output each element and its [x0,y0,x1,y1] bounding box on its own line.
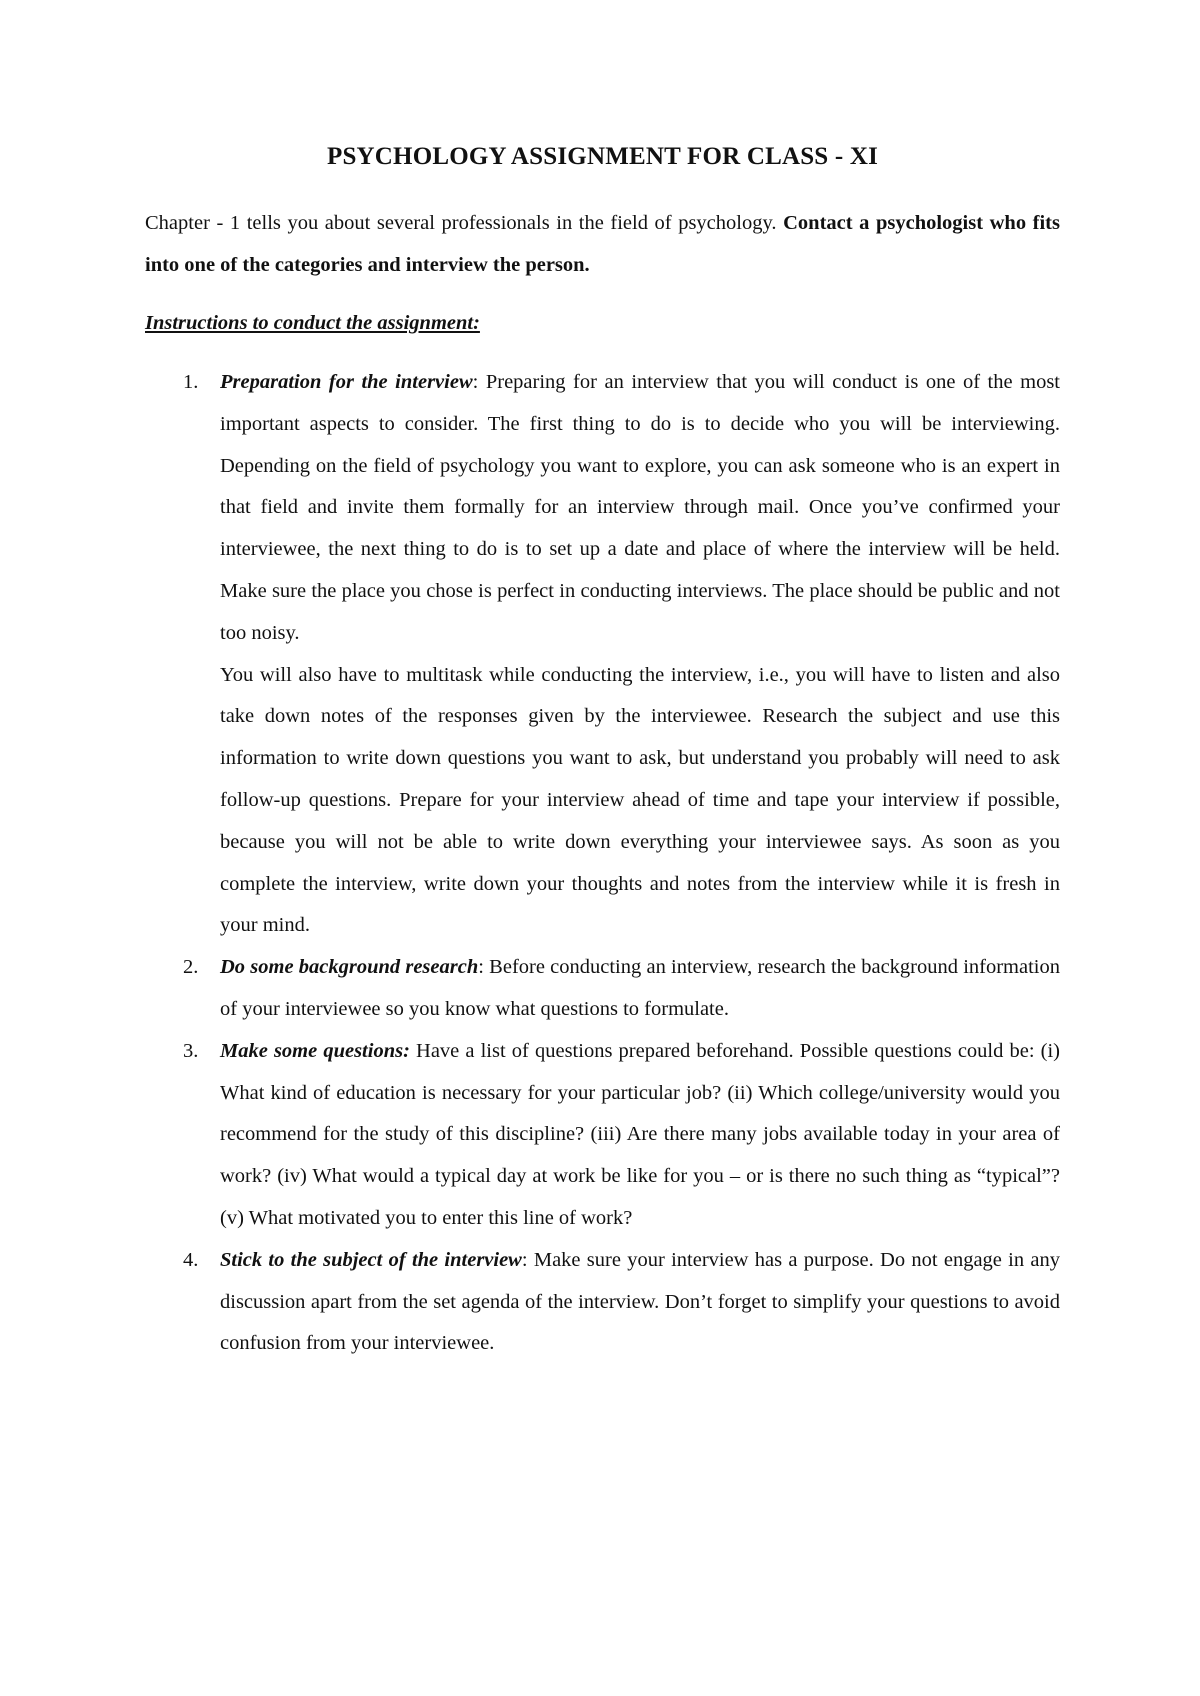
document-page [145,140,1060,1365]
list-item-body: Preparing for an interview that you will conduct is one of the most important aspects to consider. The first thing to do is to decide who you will be interviewing. Depending on the field of psychology you want to explore, you can ask someone who is an expert in that field and invite them formally for an interview through mail. Once you’ve confirmed your interviewee, the next thing to do is to set up a date and place of where the interview will be held. Make sure the place you chose is perfect in conducting interviews. The place should be public and not too noisy. [220,371,1060,644]
intro-bold-text: Contact a psychologist who fits into one of the categories and interview the person. [145,212,1060,276]
list-item-lead: Preparation for the interview [220,371,473,393]
list-item [145,947,1060,1031]
intro-text: Chapter - 1 tells you about several professionals in the field of psychology. [145,212,777,234]
list-item-separator: : [478,956,490,979]
list-item-text [220,947,1060,1031]
list-item-lead: Stick to the subject of the interview [220,1248,522,1271]
list-item-lead: Make some questions: [220,1039,410,1062]
list-item-number: 4. [183,1248,199,1271]
list-item-text [220,1240,1060,1365]
intro-paragraph [145,202,1060,286]
document-title: PSYCHOLOGY ASSIGNMENT FOR CLASS - XI [326,143,879,170]
list-item [145,1031,1060,1240]
list-item-body: Make sure your interview has a purpose. Do not engage in any discussion apart from the set agenda of the interview. Don’t forget to simplify your questions to avoid confusion from your interviewee. [220,1248,1060,1355]
list-item [145,1240,1060,1365]
list-item-continuation: You will also have to multitask while conducting the interview, i.e., you will have to listen and also take down notes of the responses given by the interviewee. Research the subject and use this information to write down questions you want to ask, but understand you probably will need to ask follow-up questions. Prepare for your interview ahead of time and tape your interview if possible, because you will not be able to write down everything your interviewee says. As soon as you complete the interview, write down your thoughts and notes from the interview while it is fresh in your mind. [220,663,1060,937]
instructions-list [145,362,1060,1365]
list-item-text [220,362,1060,655]
list-item-lead: Do some background research [220,956,479,979]
instructions-heading: Instructions to conduct the assignment: [145,312,480,334]
list-item-separator: : [521,1248,534,1271]
list-item-number: 3. [183,1039,199,1062]
list-item-number: 1. [183,371,199,393]
list-item-body: Have a list of questions prepared beforehand. Possible questions could be: (i) What kind of education is necessary for your particular job? (ii) Which college/university would you recommend for the study of this discipline? (iii) Are there many jobs available today in your area of work? (iv) What would a typical day at work be like for you – or is there no such thing as “typical”? (v) What motivated you to enter this line of work? [220,1039,1060,1229]
list-item [145,362,1060,947]
list-item-separator: : [472,371,486,393]
list-item-text [220,1031,1060,1240]
list-item-number: 2. [183,956,199,979]
list-item-body: Before conducting an interview, research the background information of your interviewee so you know what questions to formulate. [220,956,1060,1020]
